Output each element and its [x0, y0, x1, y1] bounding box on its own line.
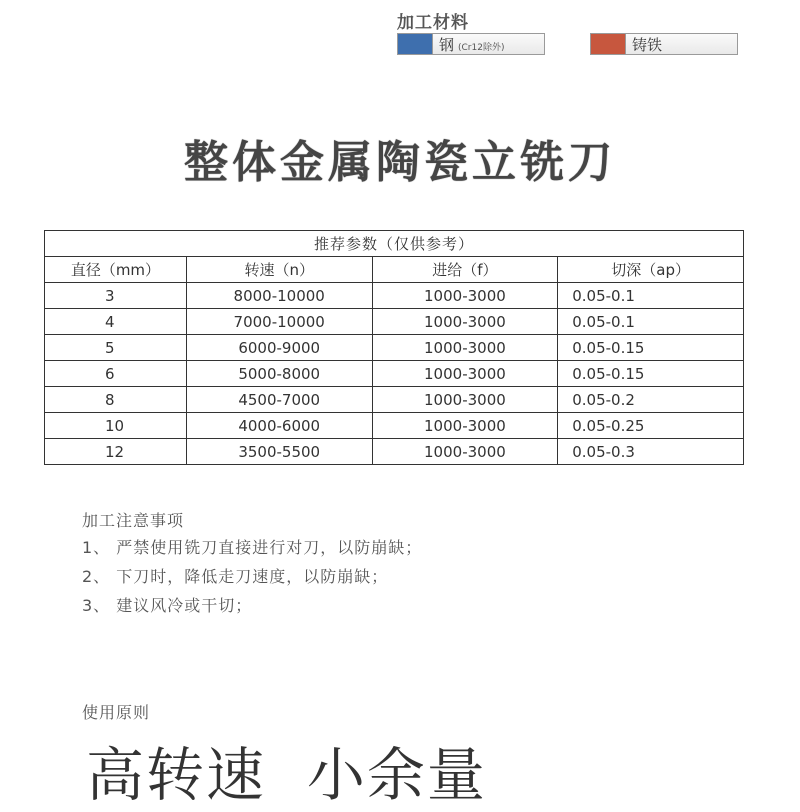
table-row — [45, 361, 744, 387]
principle-heading: 使用原则 — [82, 703, 151, 722]
page-title: 整体金属陶瓷立铣刀 — [184, 137, 616, 188]
cell-feed: 1000-3000 — [372, 439, 558, 465]
cell-feed: 1000-3000 — [372, 335, 558, 361]
header-diameter: 直径（mm） — [45, 257, 187, 283]
material-steel-legend — [397, 33, 545, 55]
cell-diameter: 8 — [45, 387, 187, 413]
notes-heading: 加工注意事项 — [82, 511, 185, 530]
table-row — [45, 439, 744, 465]
cell-diameter: 5 — [45, 335, 187, 361]
cell-speed: 5000-8000 — [186, 361, 372, 387]
header-speed: 转速（n） — [186, 257, 372, 283]
note-item: 3、 建议风冷或干切； — [82, 596, 253, 615]
material-steel-note: (Cr12除外) — [458, 42, 505, 53]
cell-speed: 3500-5500 — [186, 439, 372, 465]
principle-text: 高转速 小余量 — [86, 741, 487, 809]
cell-depth: 0.05-0.15 — [558, 335, 744, 361]
cell-feed: 1000-3000 — [372, 413, 558, 439]
notes-list — [82, 537, 422, 624]
cell-diameter: 12 — [45, 439, 187, 465]
cell-diameter: 6 — [45, 361, 187, 387]
cell-depth: 0.05-0.15 — [558, 361, 744, 387]
materials-heading: 加工材料 — [397, 13, 469, 33]
note-item: 1、 严禁使用铣刀直接进行对刀，以防崩缺； — [82, 538, 423, 557]
table-row — [45, 387, 744, 413]
cell-depth: 0.05-0.1 — [558, 283, 744, 309]
note-item: 2、 下刀时，降低走刀速度，以防崩缺； — [82, 567, 389, 586]
cell-feed: 1000-3000 — [372, 309, 558, 335]
cell-feed: 1000-3000 — [372, 387, 558, 413]
material-cast-iron-label — [626, 34, 662, 55]
cell-feed: 1000-3000 — [372, 283, 558, 309]
material-cast-iron-legend — [590, 33, 738, 55]
table-row — [45, 413, 744, 439]
header-depth: 切深（ap） — [558, 257, 744, 283]
cell-feed: 1000-3000 — [372, 361, 558, 387]
cell-diameter: 3 — [45, 283, 187, 309]
cell-speed: 4000-6000 — [186, 413, 372, 439]
table-row — [45, 335, 744, 361]
steel-color-swatch — [398, 34, 433, 54]
cell-speed: 8000-10000 — [186, 283, 372, 309]
cast-iron-color-swatch — [591, 34, 626, 54]
cell-diameter: 4 — [45, 309, 187, 335]
cell-depth: 0.05-0.25 — [558, 413, 744, 439]
material-cast-iron-name: 铸铁 — [632, 35, 663, 54]
cell-diameter: 10 — [45, 413, 187, 439]
cell-depth: 0.05-0.3 — [558, 439, 744, 465]
table-body — [45, 283, 744, 465]
table-caption: 推荐参数（仅供参考） — [45, 231, 744, 257]
cell-speed: 7000-10000 — [186, 309, 372, 335]
cell-speed: 6000-9000 — [186, 335, 372, 361]
cell-depth: 0.05-0.2 — [558, 387, 744, 413]
parameter-table — [44, 230, 744, 465]
table-row — [45, 309, 744, 335]
material-steel-name: 钢 — [439, 35, 455, 54]
table-row — [45, 283, 744, 309]
cell-depth: 0.05-0.1 — [558, 309, 744, 335]
header-feed: 进给（f） — [372, 257, 558, 283]
material-steel-label — [433, 34, 504, 55]
cell-speed: 4500-7000 — [186, 387, 372, 413]
